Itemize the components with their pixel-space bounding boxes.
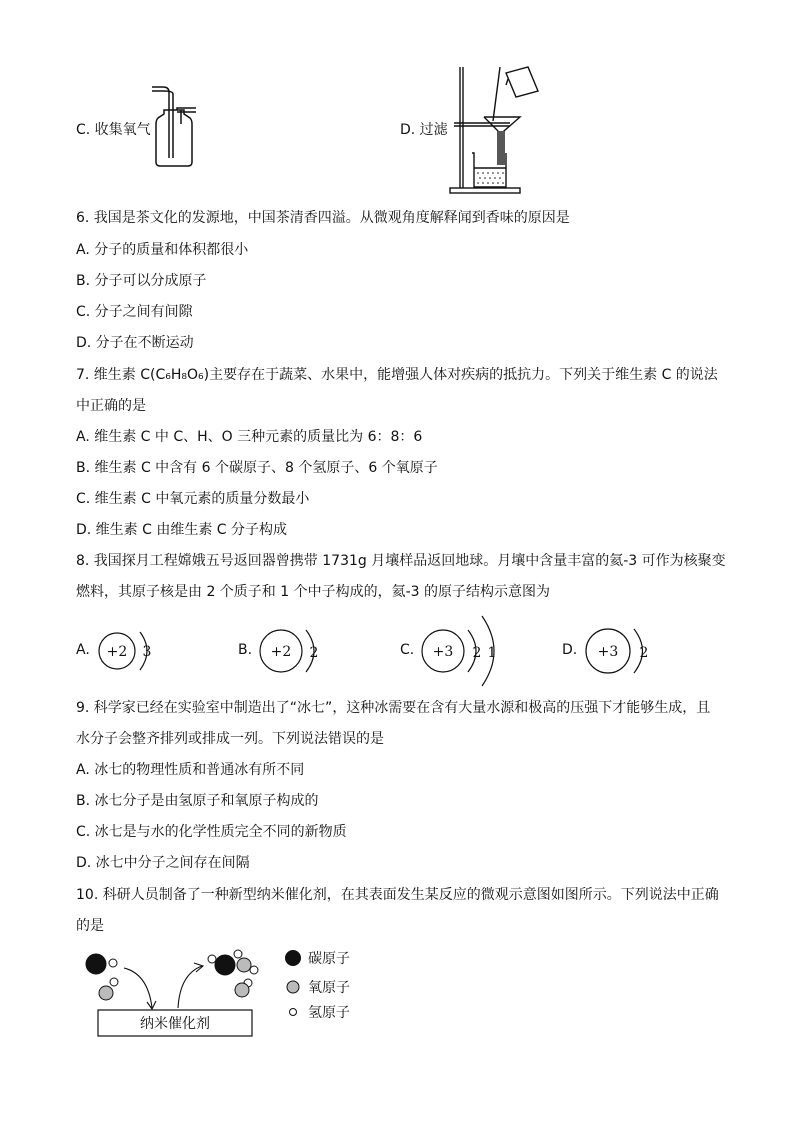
q8-option-a-atom-diagram — [96, 630, 166, 672]
q7-option-b: B. 维生素 C 中含有 6 个碳原子、8 个氢原子、6 个氧原子 — [76, 460, 438, 476]
q8-option-d-letter: D. — [562, 642, 578, 658]
q8-option-b-nucleus: +2 — [270, 644, 292, 660]
q8-option-a-shell-1: 3 — [142, 644, 152, 660]
q7-stem-line1: 7. 维生素 C(C₆H₈O₆)主要存在于蔬菜、水果中，能增强人体对疾病的抵抗力。下列关于维生素 C 的说法 — [76, 367, 718, 383]
q8-option-c-shell-1: 2 — [472, 645, 482, 661]
q7-stem-line2: 中正确的是 — [76, 398, 146, 414]
legend-hydrogen-label: 氢原子 — [308, 1005, 350, 1021]
q8-option-a-letter: A. — [76, 642, 90, 658]
q9-option-a: A. 冰七的物理性质和普通冰有所不同 — [76, 762, 305, 778]
q8-option-c-letter: C. — [400, 642, 415, 658]
q5-option-c: C. 收集氧气 — [76, 122, 151, 138]
q10-stem-line1: 10. 科研人员制备了一种新型纳米催化剂，在其表面发生某反应的微观示意图如图所示。下列说法中正确 — [76, 887, 719, 903]
filtration-apparatus-figure — [448, 65, 543, 195]
q7-option-a: A. 维生素 C 中 C、H、O 三种元素的质量比为 6：8：6 — [76, 429, 423, 445]
q8-option-b-shell-1: 2 — [309, 645, 319, 661]
q8-option-c-atom-diagram — [420, 614, 510, 688]
q7-option-c: C. 维生素 C 中氧元素的质量分数最小 — [76, 491, 310, 507]
q8-stem-line2: 燃料，其原子核是由 2 个质子和 1 个中子构成的，氦-3 的原子结构示意图为 — [76, 584, 551, 600]
q9-option-d: D. 冰七中分子之间存在间隔 — [76, 855, 250, 871]
q9-option-b: B. 冰七分子是由氢原子和氧原子构成的 — [76, 793, 319, 809]
q8-option-c-shell-2: 1 — [487, 645, 497, 661]
catalyst-label: 纳米催化剂 — [140, 1016, 210, 1032]
q8-option-b-letter: B. — [238, 642, 253, 658]
q8-option-a-nucleus: +2 — [106, 644, 128, 660]
q9-stem-line2: 水分子会整齐排列或排成一列。下列说法错误的是 — [76, 731, 384, 747]
legend-carbon-label: 碳原子 — [308, 951, 350, 967]
q8-option-c-nucleus: +3 — [432, 644, 454, 660]
q6-option-c: C. 分子之间有间隙 — [76, 304, 193, 320]
hydrogen-atom-legend-icon — [290, 1009, 297, 1016]
oxygen-atom-legend-icon — [287, 981, 299, 993]
q9-option-c: C. 冰七是与水的化学性质完全不同的新物质 — [76, 824, 347, 840]
gas-collection-bottle-figure — [150, 84, 200, 170]
q6-stem: 6. 我国是茶文化的发源地，中国茶清香四溢。从微观角度解释闻到香味的原因是 — [76, 210, 570, 226]
q6-option-d: D. 分子在不断运动 — [76, 335, 194, 351]
q6-option-b: B. 分子可以分成原子 — [76, 273, 207, 289]
legend-oxygen-label: 氧原子 — [308, 980, 350, 996]
q9-stem-line1: 9. 科学家已经在实验室中制造出了“冰七”，这种冰需要在含有大量水源和极高的压强下才能够生成，且 — [76, 700, 711, 716]
q6-option-a: A. 分子的质量和体积都很小 — [76, 242, 249, 258]
q8-option-d-nucleus: +3 — [597, 644, 619, 660]
q7-option-d: D. 维生素 C 由维生素 C 分子构成 — [76, 522, 288, 538]
q5-option-d: D. 过滤 — [400, 122, 448, 138]
catalyst-reaction-diagram — [70, 946, 370, 1041]
q10-stem-line2: 的是 — [76, 918, 104, 934]
q8-option-b-atom-diagram — [258, 628, 328, 674]
q8-option-d-shell-1: 2 — [639, 645, 649, 661]
q8-stem-line1: 8. 我国探月工程嫦娥五号返回器曾携带 1731g 月壤样品返回地球。月壤中含量丰富的氦-3 可作为核聚变 — [76, 553, 726, 569]
q8-option-d-atom-diagram — [584, 626, 664, 676]
carbon-atom-legend-icon — [285, 950, 301, 966]
